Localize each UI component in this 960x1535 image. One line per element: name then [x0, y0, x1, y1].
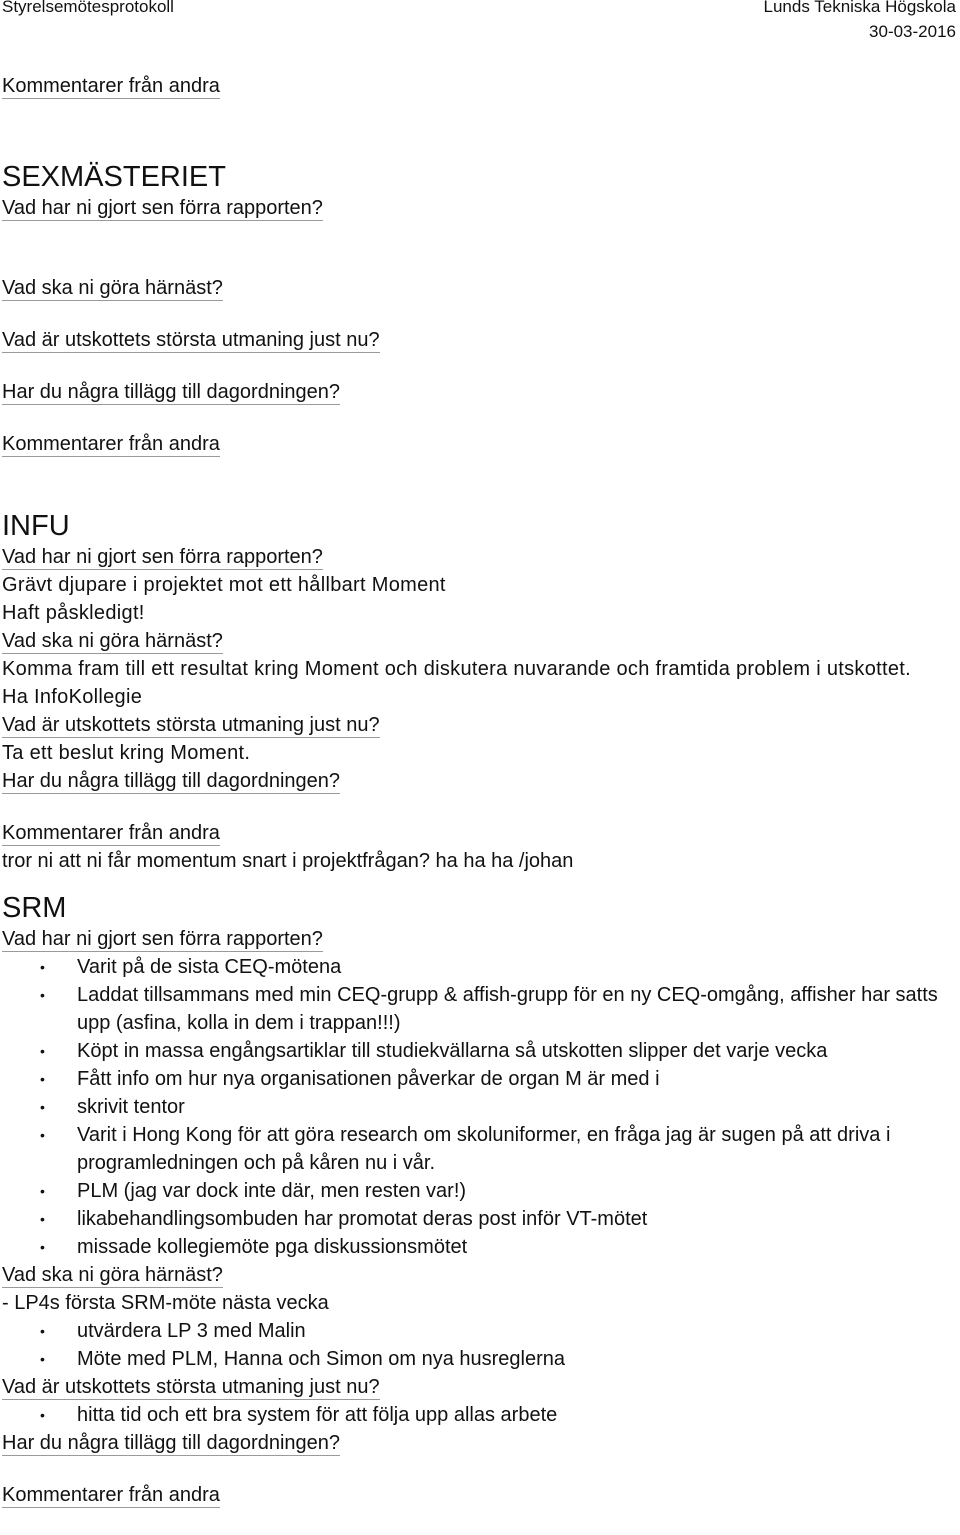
list-item: • utvärdera LP 3 med Malin [2, 1317, 956, 1345]
bullet-icon: • [40, 1043, 45, 1059]
list-item: • Laddat tillsammans med min CEQ-grupp & affish-grupp för en ny CEQ-omgång, affisher har satts upp (asfina, kolla in dem i trappan!!!) [2, 981, 956, 1037]
list-item: • missade kollegiemöte pga diskussionsmötet [2, 1233, 956, 1261]
bullet-icon: • [40, 1127, 45, 1143]
question-done: Vad har ni gjort sen förra rapporten? [2, 546, 323, 568]
page-header [0, 0, 960, 50]
list-item: • Möte med PLM, Hanna och Simon om nya husreglerna [2, 1345, 956, 1373]
question-additions: Har du några tillägg till dagordningen? [2, 770, 341, 792]
answer-line: Ha InfoKollegie [2, 686, 143, 708]
question-additions: Har du några tillägg till dagordningen? [2, 1432, 341, 1454]
question-next: Vad ska ni göra härnäst? [2, 1264, 223, 1286]
question-comments: Kommentarer från andra [2, 1484, 220, 1506]
bullet-icon: • [40, 1351, 45, 1367]
question-challenge: Vad är utskottets största utmaning just nu? [2, 714, 380, 736]
bullet-icon: • [40, 1407, 45, 1423]
question-done: Vad har ni gjort sen förra rapporten? [2, 928, 323, 950]
bullet-icon: • [40, 959, 45, 975]
answer-line: - LP4s första SRM-möte nästa vecka [2, 1292, 329, 1314]
bullet-icon: • [40, 1099, 45, 1115]
question-challenge: Vad är utskottets största utmaning just nu? [2, 329, 380, 351]
document-title: Styrelsemötesprotokoll [2, 0, 174, 16]
question-challenge: Vad är utskottets största utmaning just nu? [2, 1376, 380, 1398]
section-title-sexmasteriet: SEXMÄSTERIET [2, 161, 226, 193]
list-item: • Varit på de sista CEQ-mötena [2, 953, 956, 981]
list-item: • hitta tid och ett bra system för att följa upp allas arbete [2, 1401, 956, 1429]
answer-line: Haft påskledigt! [2, 602, 145, 624]
protocol-body [2, 72, 956, 1509]
question-comments: Kommentarer från andra [2, 433, 220, 455]
bullet-icon: • [40, 1239, 45, 1255]
organization-name: Lunds Tekniska Högskola [763, 0, 956, 16]
bullet-icon: • [40, 1211, 45, 1227]
question-additions: Har du några tillägg till dagordningen? [2, 381, 341, 403]
question-done: Vad har ni gjort sen förra rapporten? [2, 197, 323, 219]
bullet-icon: • [40, 1183, 45, 1199]
bullet-icon: • [40, 1323, 45, 1339]
list-item: • skrivit tentor [2, 1093, 956, 1121]
bullet-icon: • [40, 987, 45, 1003]
bullet-icon: • [40, 1071, 45, 1087]
section-title-srm: SRM [2, 892, 67, 924]
list-item: • Köpt in massa engångsartiklar till studiekvällarna så utskotten slipper det varje vecka [2, 1037, 956, 1065]
question-comments: Kommentarer från andra [2, 75, 220, 97]
question-comments: Kommentarer från andra [2, 822, 220, 844]
list-item: • Varit i Hong Kong för att göra research om skoluniformer, en fråga jag är sugen på att driva i programledningen och på kåren nu i vår. [2, 1121, 956, 1177]
section-title-infu: INFU [2, 510, 70, 542]
document-date: 30-03-2016 [869, 22, 956, 41]
answer-line: Grävt djupare i projektet mot ett hållbart Moment [2, 574, 446, 596]
answer-line: Ta ett beslut kring Moment. [2, 742, 251, 764]
list-item: • PLM (jag var dock inte där, men resten var!) [2, 1177, 956, 1205]
question-next: Vad ska ni göra härnäst? [2, 277, 223, 299]
answer-line: Komma fram till ett resultat kring Moment och diskutera nuvarande och framtida problem i utskottet. [2, 658, 911, 680]
list-item: • likabehandlingsombuden har promotat deras post inför VT-mötet [2, 1205, 956, 1233]
comment-line: tror ni att ni får momentum snart i projektfrågan? ha ha ha /johan [2, 850, 574, 872]
question-next: Vad ska ni göra härnäst? [2, 630, 223, 652]
list-item: • Fått info om hur nya organisationen påverkar de organ M är med i [2, 1065, 956, 1093]
